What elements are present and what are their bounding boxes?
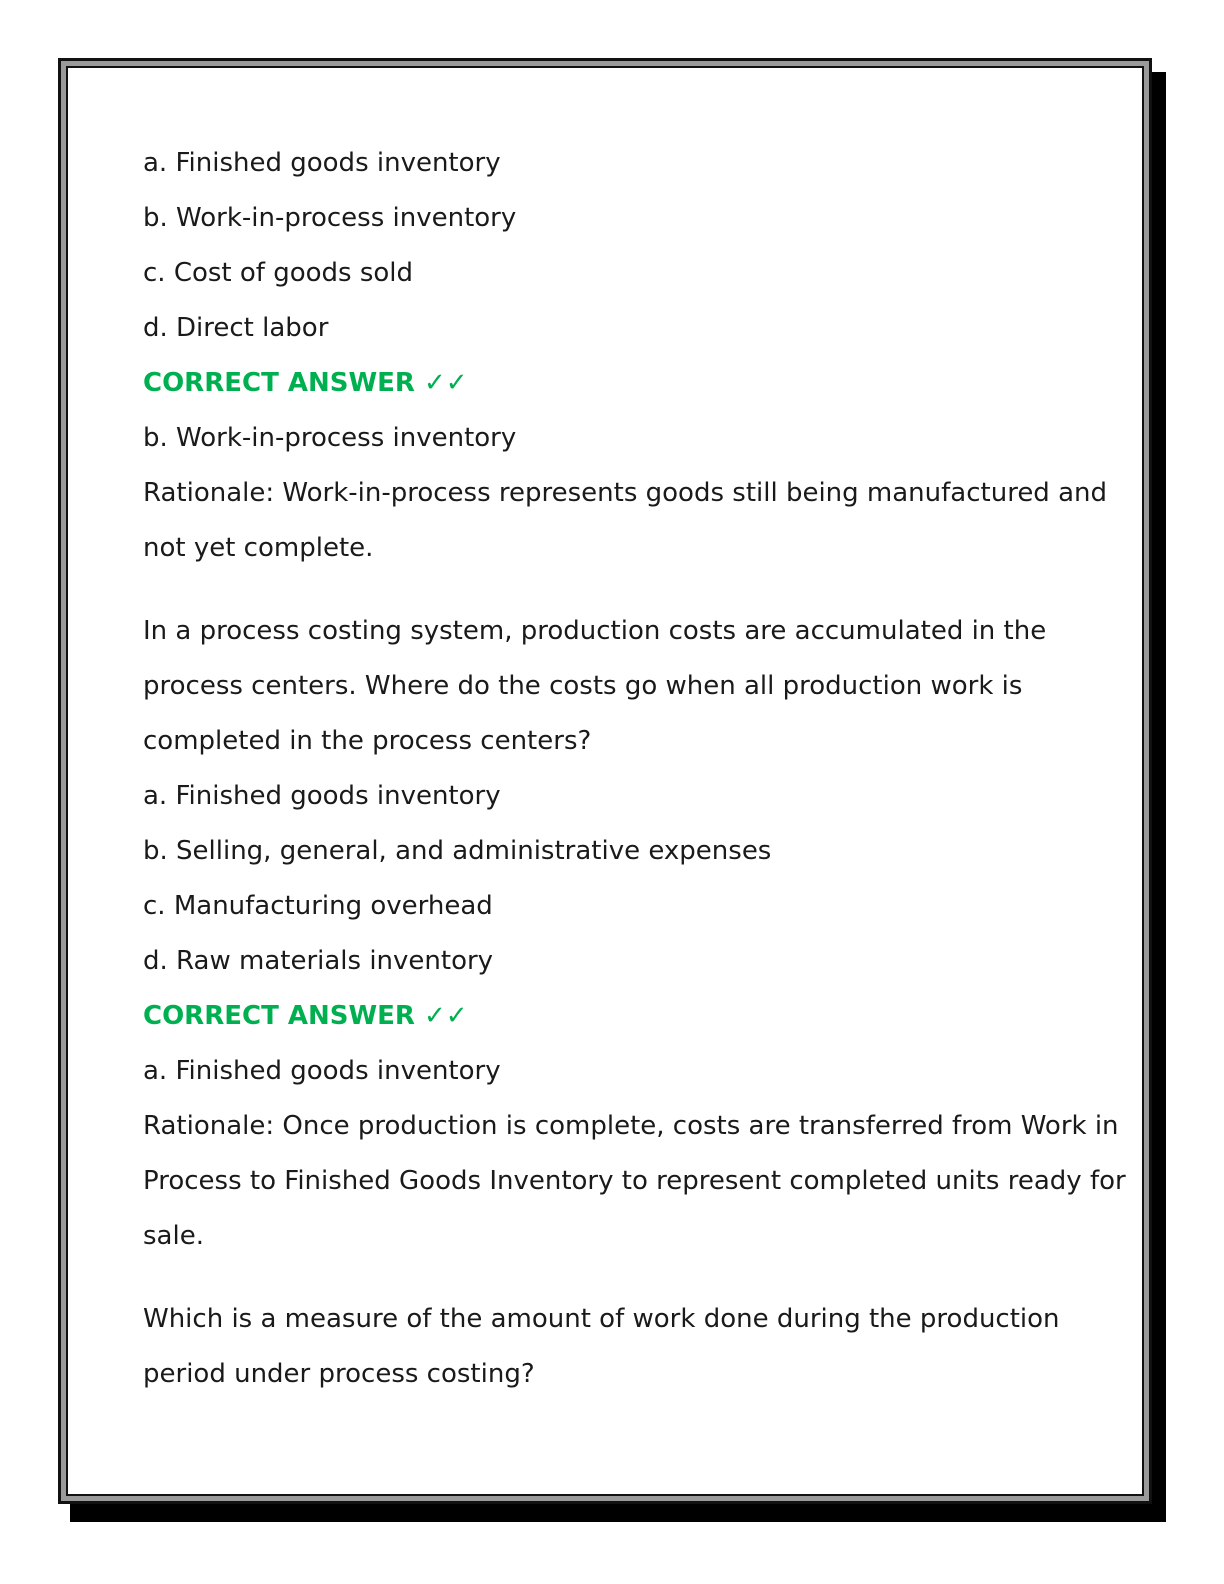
question-line: Which is a measure of the amount of work done during the production [143, 1304, 1060, 1334]
document-content [143, 136, 1126, 1402]
rationale-line: Process to Finished Goods Inventory to represent completed units ready for [143, 1166, 1126, 1196]
question-line: completed in the process centers? [143, 726, 592, 756]
answer-text: a. Finished goods inventory [143, 1056, 501, 1086]
option-b: b. Work-in-process inventory [143, 203, 517, 233]
block-spacer [143, 1264, 1083, 1292]
rationale-line: not yet complete. [143, 533, 374, 563]
answer-text: b. Work-in-process inventory [143, 423, 517, 453]
question-line: process centers. Where do the costs go when all production work is [143, 671, 1023, 701]
rationale-line: Rationale: Once production is complete, costs are transferred from Work in [143, 1111, 1119, 1141]
rationale-line: Rationale: Work-in-process represents goods still being manufactured and [143, 478, 1107, 508]
block-spacer [143, 576, 1083, 604]
option-c: c. Manufacturing overhead [143, 891, 493, 921]
option-d: d. Raw materials inventory [143, 946, 494, 976]
option-a: a. Finished goods inventory [143, 148, 501, 178]
option-b: b. Selling, general, and administrative expenses [143, 836, 772, 866]
question-line: period under process costing? [143, 1359, 535, 1389]
correct-answer-label: CORRECT ANSWER ✓✓ [143, 1001, 468, 1031]
option-a: a. Finished goods inventory [143, 781, 501, 811]
rationale-line: sale. [143, 1221, 204, 1251]
question-line: In a process costing system, production costs are accumulated in the [143, 616, 1047, 646]
option-c: c. Cost of goods sold [143, 258, 414, 288]
correct-answer-label: CORRECT ANSWER ✓✓ [143, 368, 468, 398]
option-d: d. Direct labor [143, 313, 329, 343]
